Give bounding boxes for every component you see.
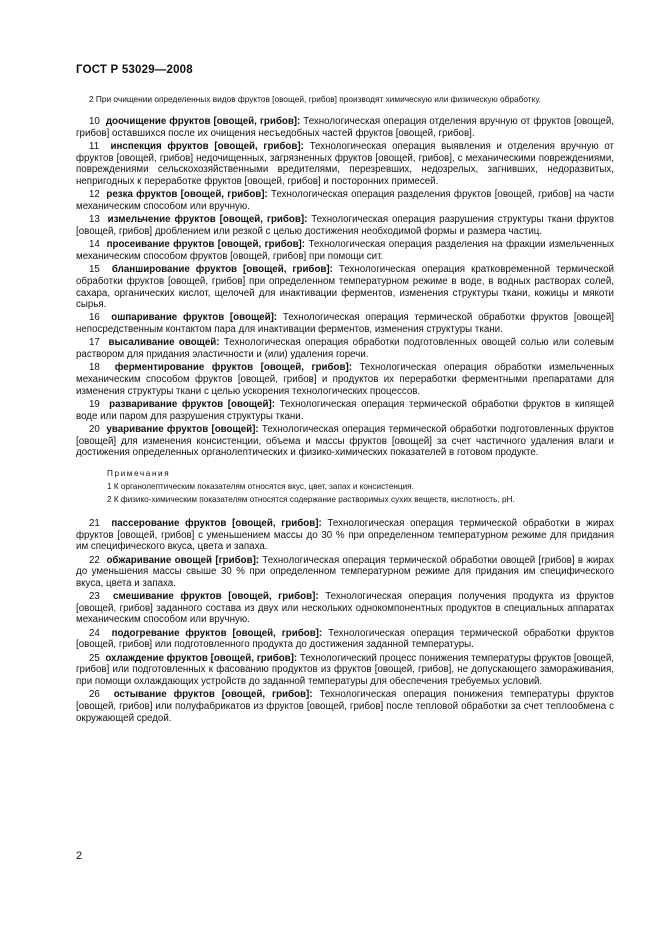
term-definition: Технологическая операция получения продукта из фруктов [овощей, грибов] заданного состава из двух или нескольких однокомпонентных продуктов в специальных аппаратах механическим способом или вручную. — [76, 591, 614, 626]
page-number: 2 — [76, 850, 83, 862]
term-entry — [76, 399, 614, 422]
term-definition: Технологическая операция термической обработки в жирах фруктов [овощей, грибов] с уменьшением массы до 30 % при определенном температурном режиме для придания им специфического вкуса, цвета и запаха. — [76, 518, 614, 553]
term-entry — [76, 591, 614, 626]
term-entry — [76, 141, 614, 187]
note-paragraph: 2 При очищении определенных видов фруктов [овощей, грибов] производят химическую или физическую обработку. — [89, 94, 541, 104]
term-number: 18 — [89, 362, 100, 374]
term-entry — [76, 264, 614, 310]
term-number: 20 — [89, 424, 100, 436]
term-number: 23 — [89, 591, 100, 603]
term-number: 10 — [89, 116, 100, 128]
term-number: 25 — [89, 652, 100, 664]
term-name: пассерование фруктов [овощей, грибов]: — [111, 518, 322, 530]
term-definition: Технологическая операция термической обработки овощей [грибов] в жирах до уменьшения массы свыше 30 % при определенном температурном режиме для придания им специфического вкуса, цвета и запаха. — [76, 554, 615, 589]
term-number: 11 — [89, 141, 100, 153]
term-name: смешивание фруктов [овощей, грибов]: — [113, 591, 319, 603]
notes-title: Примечания — [107, 468, 171, 478]
term-number: 26 — [89, 689, 100, 701]
term-entry — [76, 214, 614, 237]
term-name: уваривание фруктов [овощей]: — [106, 424, 259, 436]
term-definition: Технологическая операция термической обработки фруктов [овощей] непосредственным контактом пара для инактивации ферментов, изменения структуры ткани. — [76, 312, 614, 336]
term-number: 21 — [89, 518, 100, 530]
document-header: ГОСТ Р 53029—2008 — [76, 64, 193, 76]
term-name: обжаривание овощей [грибов]: — [106, 554, 260, 566]
term-name: остывание фруктов [овощей, грибов]: — [113, 689, 313, 701]
term-number: 16 — [89, 312, 100, 324]
term-name: ферментирование фруктов [овощей, грибов]: — [114, 362, 352, 374]
term-definition: Технологическая операция термической обработки фруктов в кипящей воде или паром для разрушения структуры ткани. — [76, 399, 615, 422]
term-name: ошпаривание фруктов [овощей]: — [111, 312, 278, 324]
term-definition: Технологическая операция термической обработки фруктов [овощей, грибов] или подготовленного продукта до достижения заданной температуры. — [76, 627, 614, 651]
term-name: разваривание фруктов [овощей]: — [109, 399, 275, 411]
term-entry — [76, 189, 614, 212]
term-definition: Технологическая операция разрушения структуры ткани фруктов [овощей, грибов] дроблением или резкой с целью достижения необходимой формы и размера частиц. — [76, 214, 614, 237]
document-body — [76, 94, 614, 726]
term-definition: Технологическая операция разделения фруктов [овощей, грибов] на части механическим способом или вручную. — [76, 189, 615, 212]
term-definition: Технологическая операция термической обработки подготовленных фруктов [овощей] для изменения консистенции, объема и массы фруктов [овощей] за счет частичного удаления влаги и достижения определенных органолептических и физико-химических показателей в готовом продукте. — [76, 424, 614, 459]
term-entry — [76, 555, 614, 590]
term-list-b — [76, 518, 614, 724]
term-number: 13 — [89, 214, 100, 226]
term-number: 12 — [89, 189, 100, 201]
term-entry — [76, 653, 614, 688]
term-name: просеивание фруктов [овощей, грибов]: — [106, 239, 306, 251]
term-name: подогревание фруктов [овощей, грибов]: — [111, 627, 323, 639]
term-definition: Технологическая операция отделения вручную от фруктов [овощей, грибов] оставшихся после их очищения несъедобных частей фруктов [овощей, грибов]. — [76, 116, 614, 139]
term-definition: Технологическая операция кратковременной термической обработки фруктов [овощей, грибов] при определенном температурном режиме в воде, в водных растворах солей, сахара, органических кислот, щелочей для инактивации ферментов, изменения структуры ткани, кожицы и мякоти сырья. — [76, 264, 614, 311]
term-entry — [76, 689, 614, 724]
term-entry — [76, 312, 614, 335]
term-number: 15 — [89, 264, 100, 276]
term-name: бланширование фруктов [овощей, грибов]: — [111, 264, 333, 276]
notes-item: 2 К физико-химическим показателям относятся содержание растворимых сухих веществ, кислотность, рН. — [107, 494, 515, 504]
term-name: высаливание овощей: — [108, 337, 220, 349]
term-entry — [76, 116, 614, 139]
term-entry — [76, 239, 614, 262]
term-definition: Технологическая операция обработки подготовленных овощей солью или солевым раствором для придания эластичности и (или) удаления горечи. — [76, 337, 615, 361]
term-number: 22 — [89, 554, 100, 566]
term-name: доочищение фруктов [овощей, грибов]: — [105, 116, 301, 128]
notes-item: 1 К органолептическим показателям относятся вкус, цвет, запах и консистенция. — [107, 482, 414, 492]
term-list-a — [76, 116, 614, 459]
term-name: охлаждение фруктов [овощей, грибов]: — [105, 652, 298, 664]
term-name: измельчение фруктов [овощей, грибов]: — [107, 214, 308, 226]
term-name: резка фруктов [овощей, грибов]: — [106, 189, 268, 201]
term-definition: Технологическая операция разделения на фракции измельченных механическим способом фруктов [овощей, грибов] при помощи сит. — [76, 239, 614, 262]
term-number: 17 — [89, 337, 100, 349]
notes-block — [76, 468, 614, 505]
term-definition: Технологическая операция выявления и отделения вручную от фруктов [овощей, грибов] недочищенных, загрязненных фруктов [овощей, грибов], с механическими повреждениями, повреждениями сельскохозяйственными вредителями, перезревших, недозрелых, загнивших, недоразвитых, непригодных к переработке фруктов [овощей, грибов] и посторонних примесей. — [76, 141, 615, 187]
term-name: инспекция фруктов [овощей, грибов]: — [110, 141, 304, 153]
term-entry — [76, 362, 614, 397]
term-number: 19 — [89, 399, 100, 411]
term-entry — [76, 337, 614, 360]
term-number: 24 — [89, 627, 100, 639]
term-definition: Технологический процесс понижения температуры фруктов [овощей, грибов] или подготовленных к фасованию продуктов из фруктов [овощей, грибов], не допускающего замораживания, при помощи охлаждающих устройств до заданной температуры для обеспечения требуемых условий. — [76, 652, 614, 687]
term-entry — [76, 424, 614, 459]
term-entry — [76, 518, 614, 553]
term-number: 14 — [89, 239, 100, 251]
term-definition: Технологическая операция понижения температуры фруктов [овощей, грибов] или полуфабрикатов из фруктов [овощей, грибов] после тепловой обработки за счет теплообмена с окружающей средой. — [76, 689, 614, 724]
term-entry — [76, 628, 614, 651]
term-definition: Технологическая операция обработки измельченных механическим способом фруктов [овощей, грибов] и продуктов их переработки ферментными препаратами для изменения структуры ткани с целью ускорения технологических процессов. — [76, 362, 614, 397]
